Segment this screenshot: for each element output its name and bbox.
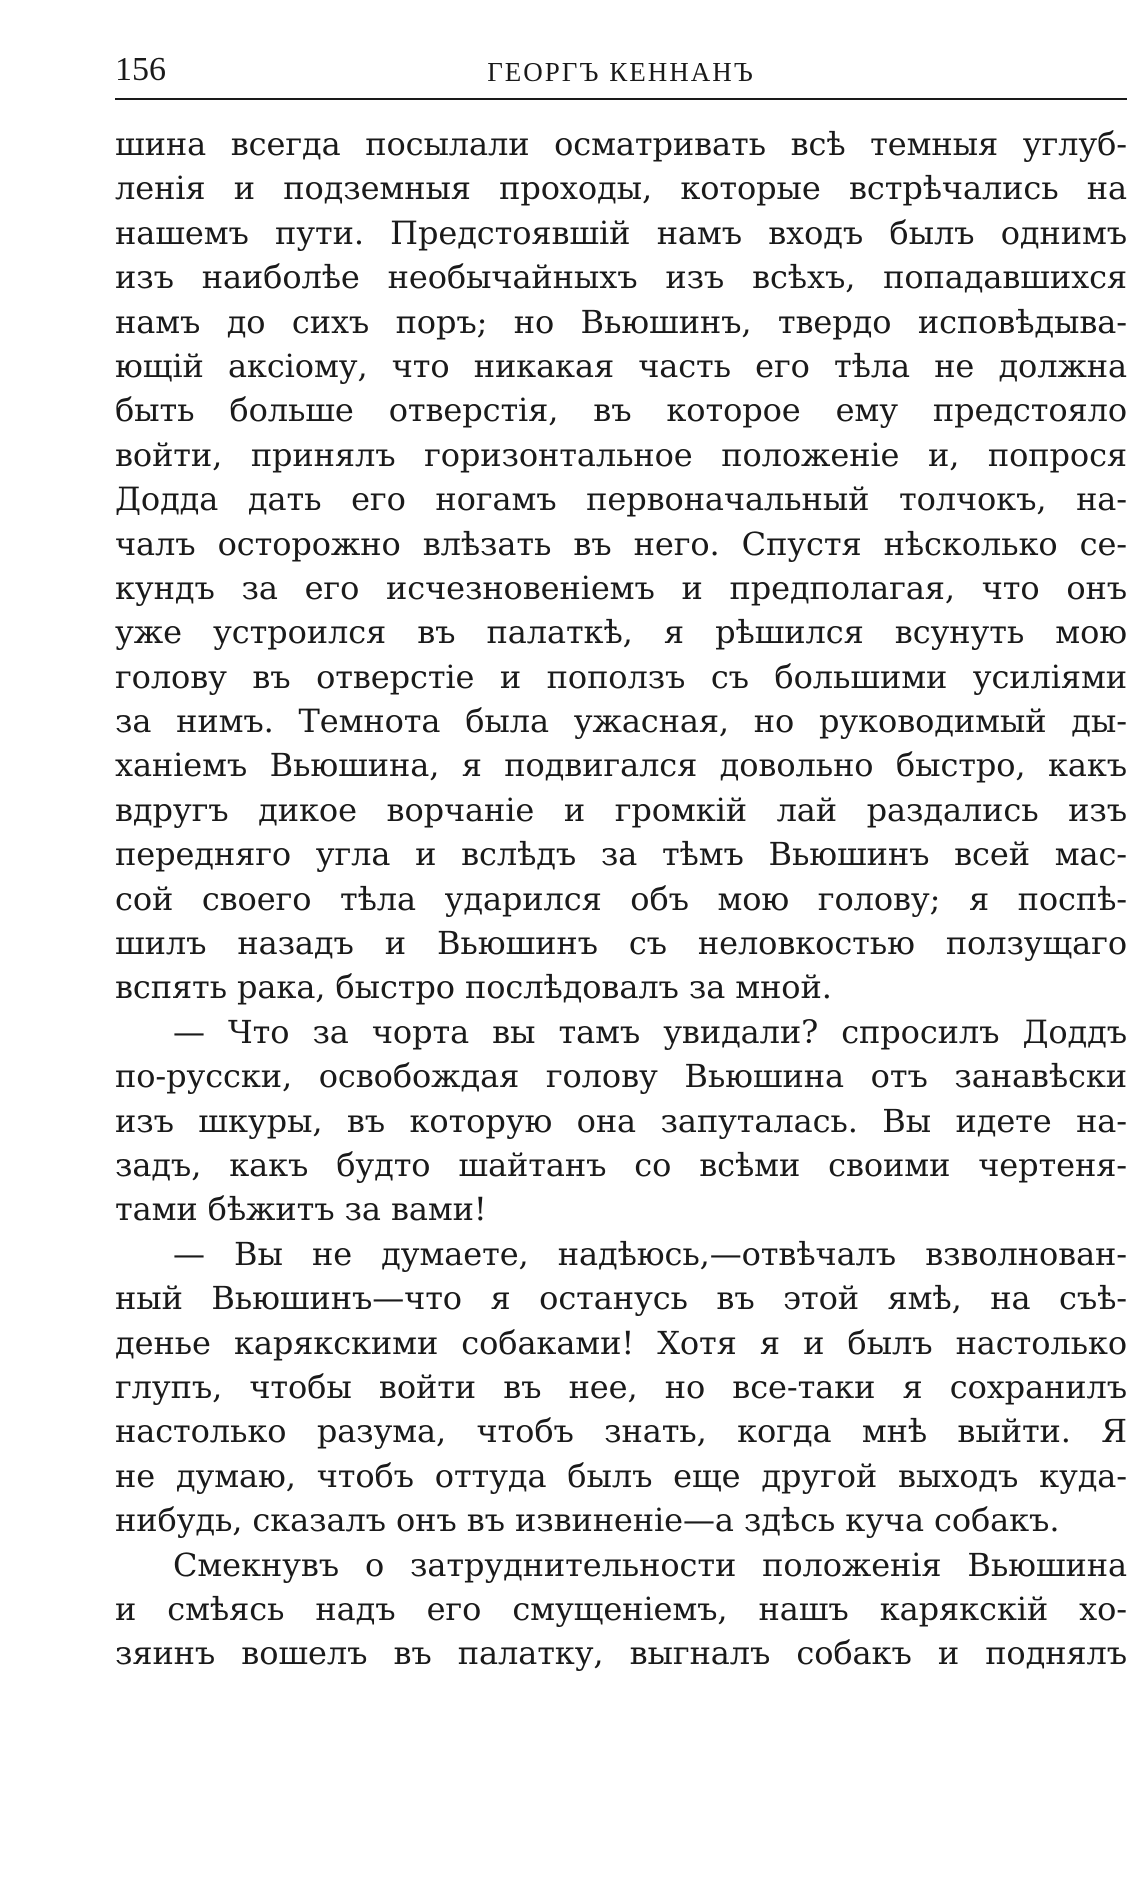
text-line: уже устроился въ палаткѣ, я рѣшился всунуть мою (115, 613, 1127, 652)
paragraph (115, 1232, 1127, 1543)
text-line: изъ наиболѣе необычайныхъ изъ всѣхъ, попадавшихся (115, 258, 1127, 297)
text-line: ханіемъ Вьюшина, я подвигался довольно быстро, какъ (115, 746, 1127, 785)
text-line: глупъ, чтобы войти въ нее, но все-таки я сохранилъ (115, 1367, 1127, 1406)
text-line: по-русски, освобождая голову Вьюшина отъ занавѣски (115, 1057, 1127, 1096)
text-line: Додда дать его ногамъ первоначальный толчокъ, на- (115, 480, 1127, 519)
text-line: тами бѣжитъ за вами! (115, 1190, 487, 1229)
text-line: зяинъ вошелъ въ палатку, выгналъ собакъ и поднялъ (115, 1634, 1127, 1673)
text-line: нибудь, сказалъ онъ въ извиненіе—а здѣсь куча собакъ. (115, 1501, 1060, 1540)
body-text (115, 122, 1127, 1676)
text-line: — Вы не думаете, надѣюсь,—отвѣчалъ взволнован- (173, 1234, 1127, 1273)
paragraph (115, 122, 1127, 1010)
book-page (115, 48, 1127, 1676)
text-line: — Что за чорта вы тамъ увидали? спросилъ Доддъ (173, 1012, 1127, 1051)
running-title: ГЕОРГЪ КЕННАНЪ (487, 57, 755, 87)
text-line: быть больше отверстія, въ которое ему предстояло (115, 391, 1127, 430)
running-head (115, 48, 1127, 100)
text-line: шилъ назадъ и Вьюшинъ съ неловкостью ползущаго (115, 924, 1127, 963)
text-line: намъ до сихъ поръ; но Вьюшинъ, твердо исповѣдыва- (115, 302, 1127, 341)
text-line: изъ шкуры, въ которую она запуталась. Вы идете на- (115, 1101, 1127, 1140)
text-line: передняго угла и вслѣдъ за тѣмъ Вьюшинъ всей мас- (115, 835, 1127, 874)
text-line: войти, принялъ горизонтальное положеніе и, попрося (115, 435, 1127, 474)
text-line: не думаю, чтобъ оттуда былъ еще другой выходъ куда- (115, 1456, 1127, 1495)
text-line: шина всегда посылали осматривать всѣ темныя углуб- (115, 125, 1127, 163)
text-line: Смекнувъ о затруднительности положенія Вьюшина (173, 1545, 1127, 1584)
text-line: ющій аксіому, что никакая часть его тѣла не должна (115, 346, 1127, 385)
paragraph (115, 1543, 1127, 1676)
text-line: голову въ отверстіе и поползъ съ большими усиліями (115, 657, 1127, 696)
text-line: вспять рака, быстро послѣдовалъ за мной. (115, 968, 832, 1007)
text-line: вдругъ дикое ворчаніе и громкій лай раздались изъ (115, 790, 1127, 829)
text-line: ленія и подземныя проходы, которые встрѣчались на (115, 169, 1127, 208)
text-line: за нимъ. Темнота была ужасная, но руководимый ды- (115, 702, 1127, 741)
text-line: чалъ осторожно влѣзать въ него. Спустя нѣсколько се- (115, 524, 1127, 563)
text-line: и смѣясь надъ его смущеніемъ, нашъ карякскій хо- (115, 1589, 1127, 1628)
page-number: 156 (115, 51, 166, 88)
text-line: ный Вьюшинъ—что я останусь въ этой ямѣ, на съѣ- (115, 1279, 1127, 1318)
text-line: денье карякскими собаками! Хотя я и былъ настолько (115, 1323, 1127, 1362)
paragraph (115, 1010, 1127, 1232)
text-line: задъ, какъ будто шайтанъ со всѣми своими чертеня- (115, 1145, 1127, 1184)
text-line: сой своего тѣла ударился объ мою голову; я поспѣ- (115, 879, 1127, 918)
text-line: настолько разума, чтобъ знать, когда мнѣ выйти. Я (115, 1412, 1127, 1451)
text-line: кундъ за его исчезновеніемъ и предполагая, что онъ (115, 568, 1127, 607)
text-line: нашемъ пути. Предстоявшій намъ входъ былъ однимъ (115, 213, 1127, 252)
